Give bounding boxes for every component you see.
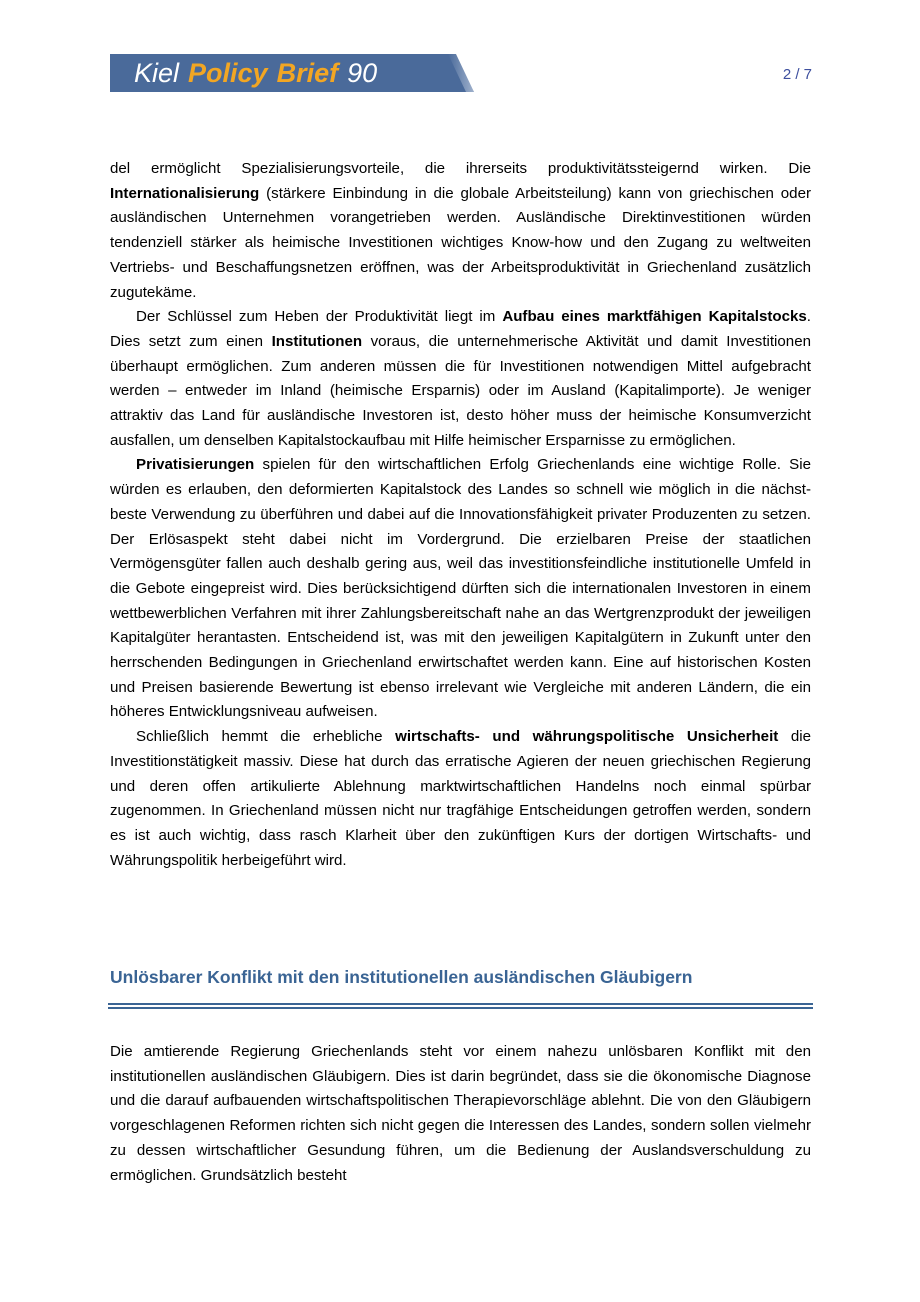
body-text-lower [110, 1040, 811, 1188]
bold-term: Privatisierungen [136, 456, 255, 474]
brand-kiel: Kiel [134, 58, 180, 88]
text-run: Der Schlüssel zum Heben der Produktivität liegt im [136, 308, 503, 326]
text-run: Schließlich hemmt die erhebliche [136, 728, 396, 746]
bold-term: wirtschafts- und währungspolitische Unsicherheit [395, 728, 779, 746]
paragraph-kapitalstock [110, 305, 811, 453]
bold-term: Institutionen [271, 332, 363, 350]
text-run: . Dies setzt zum einen [110, 308, 811, 350]
paragraph-konflikt [110, 1040, 811, 1188]
body-text-upper [110, 157, 811, 873]
bold-term: Aufbau eines marktfähigen Kapitalstocks [502, 308, 807, 326]
bold-term: Internationalisierung [110, 184, 260, 202]
text-run: voraus, die unternehmerische Aktivität und damit Investitionen überhaupt ermöglichen. Zum anderen müssen die für Investitionen notwendigen Mittel aufgebracht werden – entweder im Inland (heimische Ersparnis) oder im Ausland (Kapitalimporte). Je weniger attraktiv das Land für ausländische Investoren ist, desto höher muss der heimische Konsumverzicht ausfallen, um denselben Kapitalstockaufbau mit Hilfe heimischer Ersparnisse zu ermöglichen. [110, 332, 811, 449]
brand-logo [134, 56, 386, 90]
heading-rule-bottom [108, 1007, 813, 1009]
text-run: spielen für den wirtschaftlichen Erfolg Griechenlands eine wichtige Rolle. Sie würden es erlauben, den deformierten Kapitalstock des Landes so schnell wie möglich in die nächst-beste Verwendung zu überführen und dabei auf die Innovationsfähigkeit privater Produzenten zu setzen. Der Erlösaspekt steht dabei nicht im Vordergrund. Die erzielbaren Preise der staatlichen Vermögensgüter fallen auch deshalb gering aus, weil das investitionsfeindliche institutionelle Umfeld in die Gebote eingepreist wird. Dies berücksichtigend dürften sich die internationalen Investoren in einem wettbewerblichen Verfahren mit ihrer Zahlungsbereitschaft nahe an das Wertgrenzprodukt der jeweiligen Kapitalgüter herantasten. Entscheidend ist, was mit den jeweiligen Kapitalgütern in Zukunft unter den herrschenden Bedingungen in Griechenland erwirtschaftet werden kann. Eine auf historischen Kosten und Preisen basierende Bewertung ist ebenso irrelevant wie Vergleiche mit anderen Ländern, die ein höheres Entwicklungsniveau aufweisen. [110, 456, 811, 721]
text-run: die Investitionstätigkeit massiv. Diese hat durch das erratische Agieren der neuen griechischen Regierung und deren offen artikulierte Ablehnung marktwirtschaftlichen Handelns noch einmal spürbar zugenommen. In Griechenland müssen nicht nur tragfähige Entscheidungen getroffen werden, sondern es ist auch wichtig, dass rasch Klarheit über den zukünftigen Kurs der dortigen Wirtschafts- und Währungspolitik herbeigeführt wird. [110, 728, 811, 869]
paragraph-privatisierungen [110, 453, 811, 725]
header-banner [110, 54, 474, 92]
brand-number: 90 [347, 58, 378, 88]
page-number: 2 / 7 [782, 66, 812, 83]
section-heading: Unlösbarer Konflikt mit den institutionellen ausländischen Gläubigern [110, 967, 693, 987]
text-run: del ermöglicht Spezialisierungsvorteile, die ihrerseits produktivitätssteigernd wirken. Die [110, 160, 811, 177]
brand-policy: Policy [188, 58, 268, 88]
text-run: Die amtierende Regierung Griechenlands steht vor einem nahezu unlösbaren Konflikt mit den institutionellen ausländischen Gläubigern. Dies ist darin begründet, dass sie die ökonomische Diagnose und die darauf aufbauenden wirtschaftspolitischen Therapievorschläge ablehnt. Die von den Gläubigern vorgeschlagenen Reformen richten sich nicht gegen die Interessen des Landes, sondern sollen vielmehr zu dessen wirtschaftlicher Gesundung führen, um die Bedienung der Auslandsverschuldung zu ermöglichen. Grundsätzlich besteht [110, 1043, 811, 1184]
heading-rule-top [108, 1003, 813, 1005]
text-run: (stärkere Einbindung in die globale Arbeitsteilung) kann von griechischen oder ausländischen Unternehmen vorangetrieben werden. Ausländische Direktinvestitionen würden tendenziell stärker als heimische Investitionen wichtiges Know-how und den Zugang zu weltweiten Vertriebs- und Beschaffungsnetzen eröffnen, was der Arbeitsproduktivität in Griechenland zusätzlich zugutekäme. [110, 184, 811, 301]
paragraph-unsicherheit [110, 725, 811, 873]
brand-brief: Brief [276, 58, 339, 88]
paragraph-internationalisierung [110, 157, 811, 305]
